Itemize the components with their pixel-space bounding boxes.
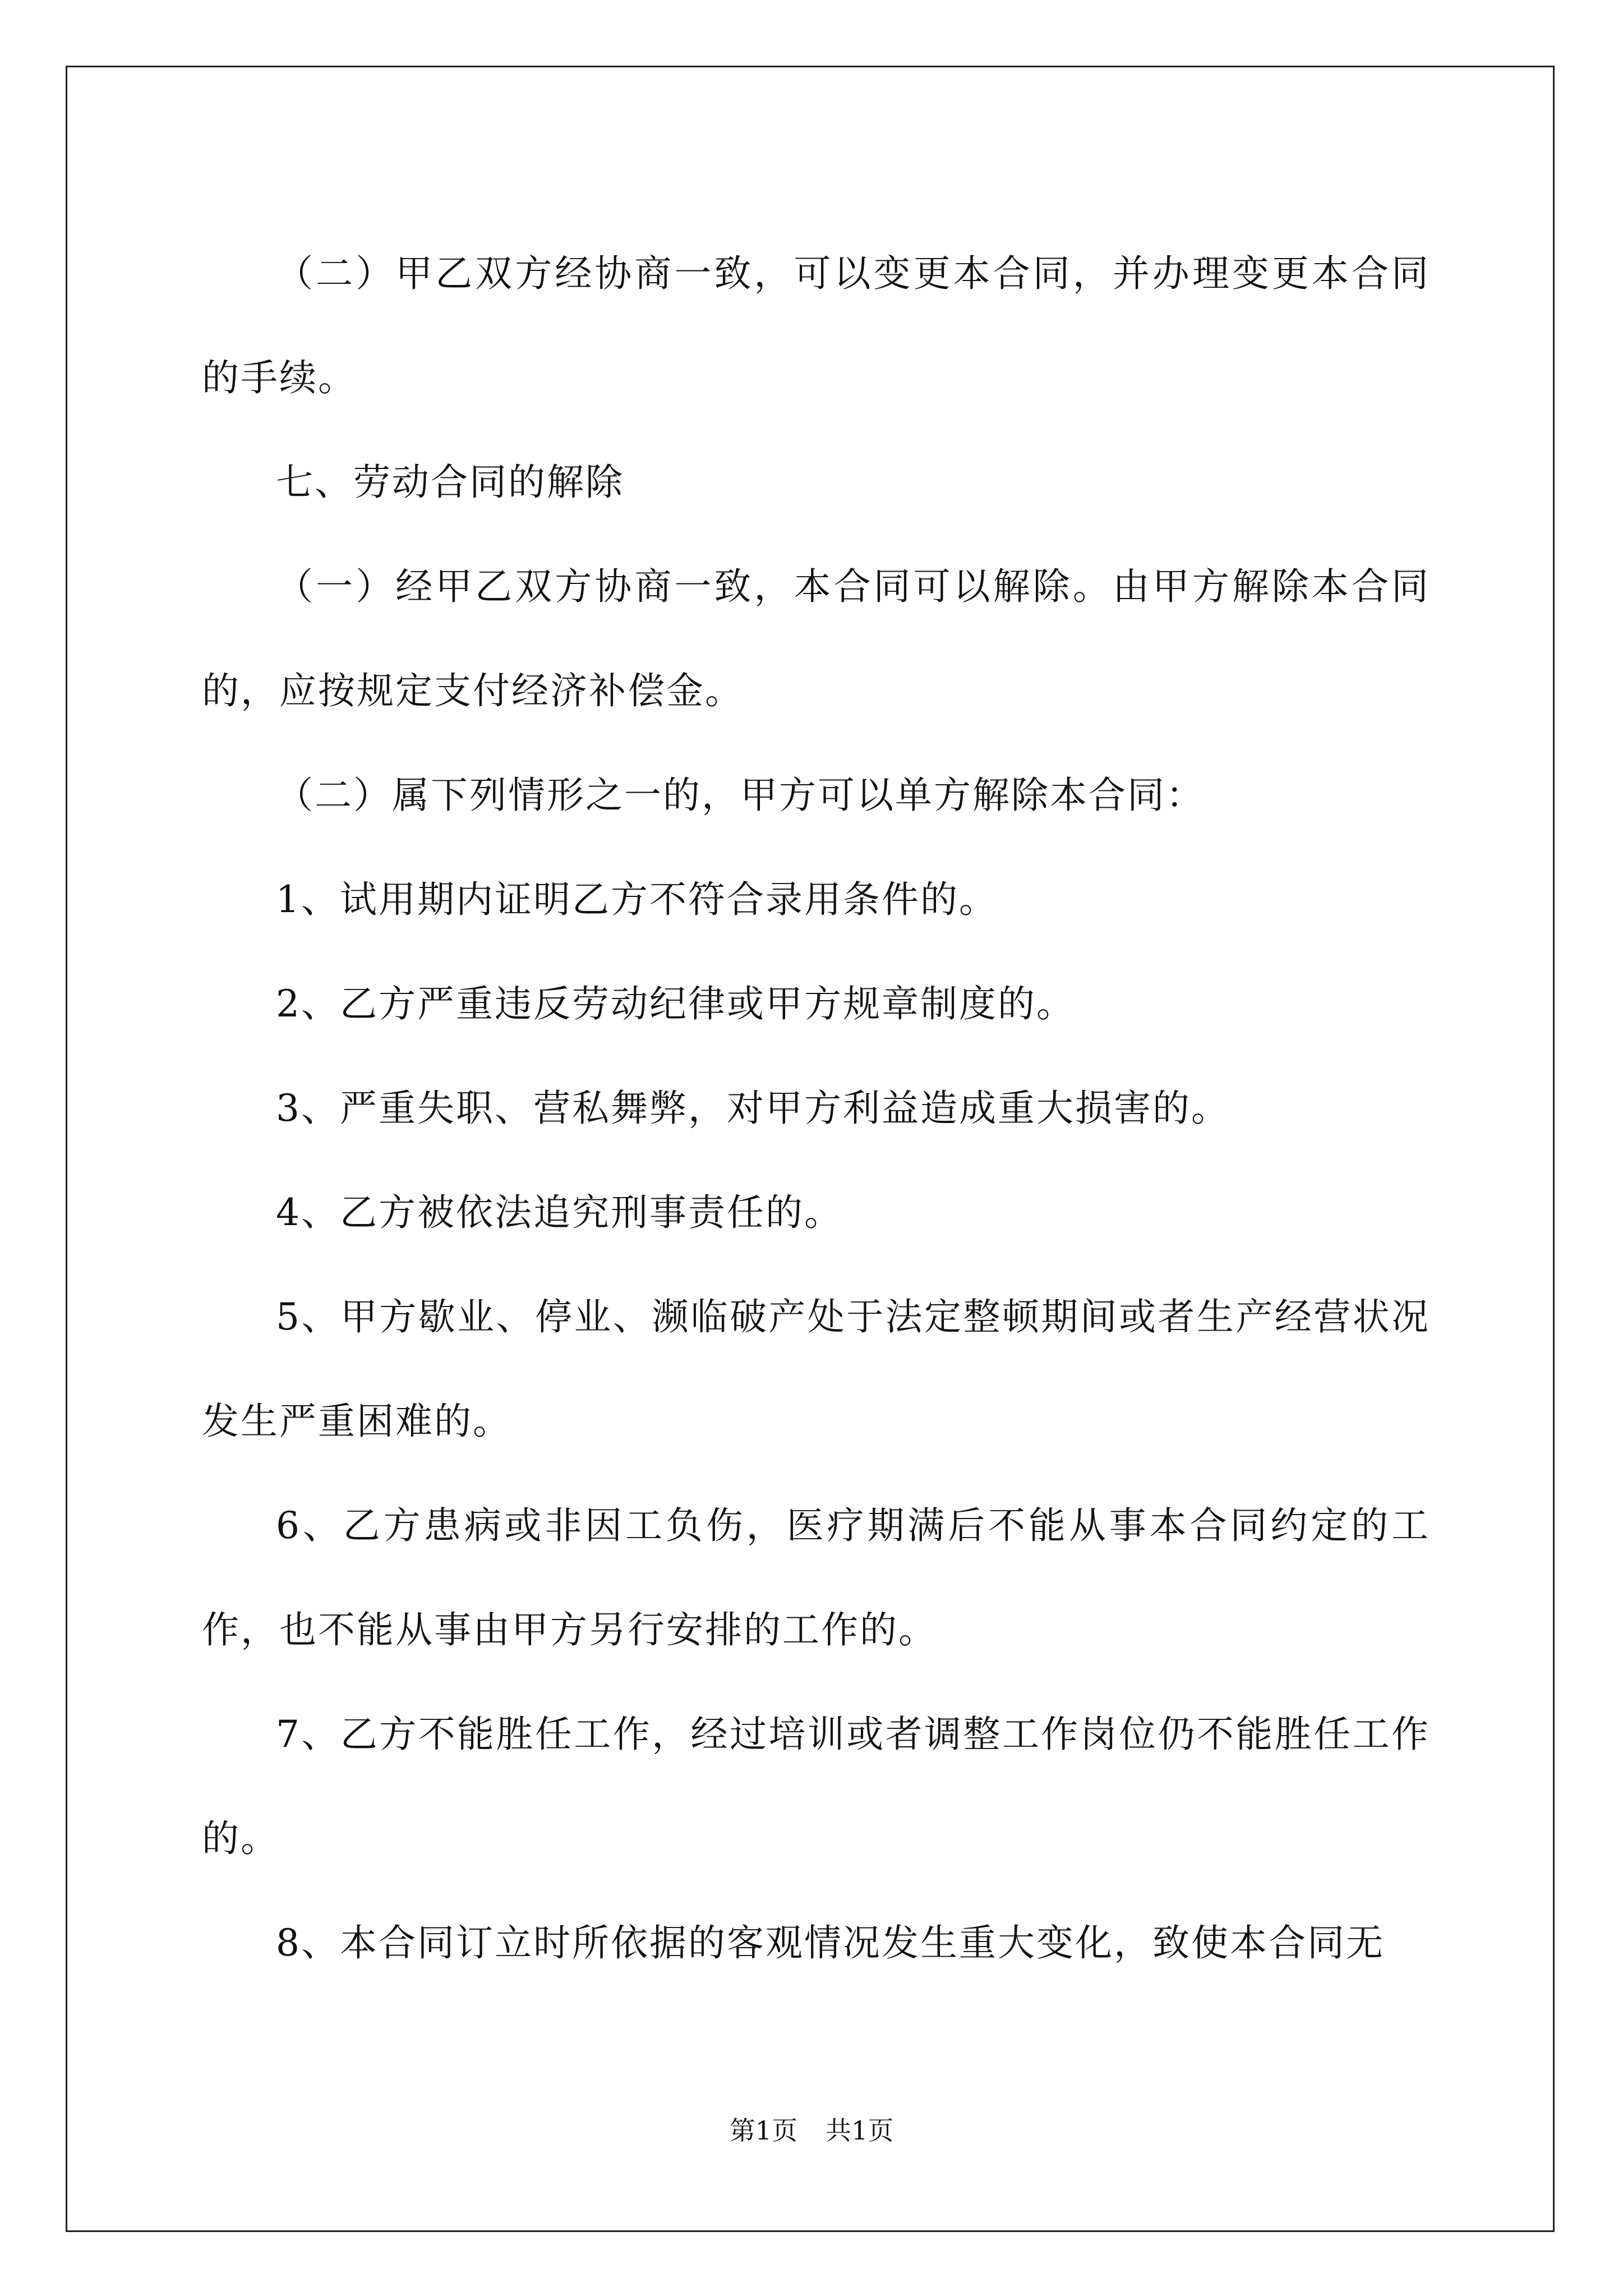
- paragraph-mutual-termination: （一）经甲乙双方协商一致，本合同可以解除。由甲方解除本合同的，应按规定支付经济补偿金。: [202, 565, 1430, 712]
- list-item-3: 3、严重失职、营私舞弊，对甲方利益造成重大损害的。: [276, 1087, 1230, 1130]
- list-item-1: 1、试用期内证明乙方不符合录用条件的。: [276, 878, 998, 921]
- list-item-7: 7、乙方不能胜任工作，经过培训或者调整工作岗位仍不能胜任工作的。: [202, 1713, 1430, 1860]
- paragraph-unilateral-termination: （二）属下列情形之一的，甲方可以单方解除本合同：: [276, 774, 1205, 817]
- paragraph-change-contract: （二）甲乙双方经协商一致，可以变更本合同，并办理变更本合同的手续。: [202, 252, 1430, 399]
- list-item-2: 2、乙方严重违反劳动纪律或甲方规章制度的。: [276, 982, 1075, 1025]
- section-heading-termination: 七、劳动合同的解除: [276, 461, 624, 504]
- page-total: 共1页: [826, 2115, 894, 2146]
- list-item-8: 8、本合同订立时所依据的客观情况发生重大变化，致使本合同无: [276, 1921, 1385, 1964]
- document-body: [202, 222, 1430, 1995]
- list-item-5: 5、甲方歇业、停业、濒临破产处于法定整顿期间或者生产经营状况发生严重困难的。: [202, 1295, 1430, 1443]
- page-number: 第1页: [729, 2115, 797, 2146]
- list-item-4: 4、乙方被依法追究刑事责任的。: [276, 1191, 843, 1234]
- page-footer: [0, 2114, 1623, 2147]
- list-item-6: 6、乙方患病或非因工负伤，医疗期满后不能从事本合同约定的工作，也不能从事由甲方另行安排的工作的。: [202, 1504, 1430, 1651]
